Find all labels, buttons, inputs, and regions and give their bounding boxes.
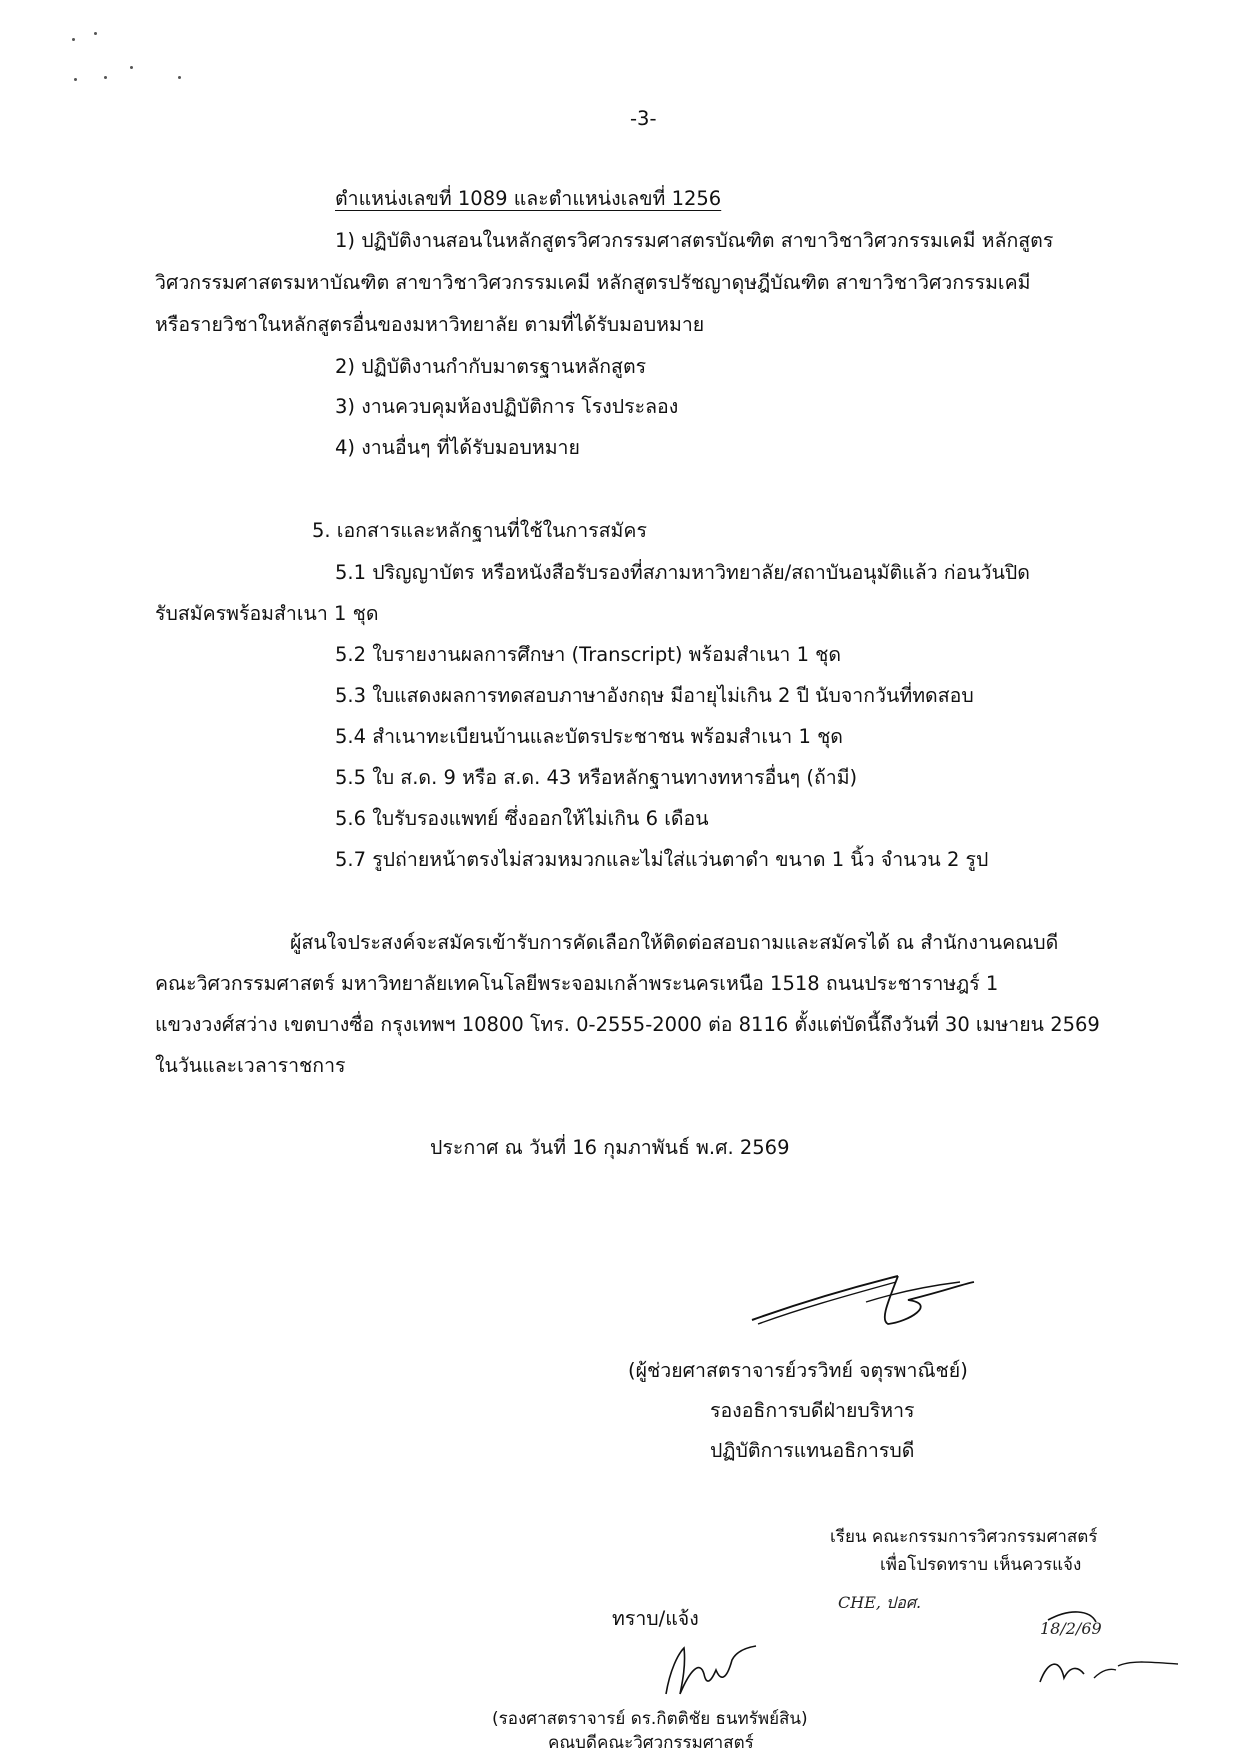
signatory-name: (ผู้ช่วยศาสตราจารย์วรวิทย์ จตุรพาณิชย์) [628, 1359, 968, 1382]
contact-line-2: คณะวิศวกรรมศาสตร์ มหาวิทยาลัยเทคโนโลยีพระจอมเกล้าพระนครเหนือ 1518 ถนนประชาราษฎร์ 1 [155, 972, 999, 995]
signatory-title: รองอธิการบดีฝ่ายบริหาร [710, 1399, 915, 1422]
scan-speck [74, 78, 77, 81]
contact-line-1: ผู้สนใจประสงค์จะสมัครเข้ารับการคัดเลือกให้ติดต่อสอบถามและสมัครได้ ณ สำนักงานคณบดี [290, 931, 1059, 954]
scan-speck [104, 76, 107, 79]
duty-item-1-line-3: หรือรายวิชาในหลักสูตรอื่นของมหาวิทยาลัย ตามที่ได้รับมอบหมาย [155, 313, 705, 336]
document-item-1-line-1: 5.1 ปริญญาบัตร หรือหนังสือรับรองที่สภามหาวิทยาลัย/สถาบันอนุมัติแล้ว ก่อนวันปิด [335, 561, 1030, 584]
scan-speck [94, 32, 97, 35]
contact-line-4: ในวันและเวลาราชการ [155, 1054, 346, 1077]
routing-note-line-1: เรียน คณะกรรมการวิศวกรรมศาสตร์ [830, 1527, 1098, 1547]
scan-speck [72, 38, 75, 41]
document-item-3: 5.3 ใบแสดงผลการทดสอบภาษาอังกฤษ มีอายุไม่เกิน 2 ปี นับจากวันที่ทดสอบ [335, 684, 974, 707]
duty-item-1-line-1: 1) ปฏิบัติงานสอนในหลักสูตรวิศวกรรมศาสตรบัณฑิต สาขาวิชาวิศวกรรมเคมี หลักสูตร [335, 229, 1054, 252]
routing-note-line-3: CHE, ปอศ. [838, 1593, 922, 1612]
acknowledgement-title: คณบดีคณะวิศวกรรมศาสตร์ [548, 1733, 754, 1753]
routing-note-line-2: เพื่อโปรดทราบ เห็นควรแจ้ง [880, 1555, 1082, 1575]
duty-item-1-line-2: วิศวกรรมศาสตรมหาบัณฑิต สาขาวิชาวิศวกรรมเคมี หลักสูตรปรัชญาดุษฎีบัณฑิต สาขาวิชาวิศวกรรมเคมี [155, 271, 1031, 294]
document-item-5: 5.5 ใบ ส.ด. 9 หรือ ส.ด. 43 หรือหลักฐานทางทหารอื่นๆ (ถ้ามี) [335, 766, 858, 789]
documents-heading: 5. เอกสารและหลักฐานที่ใช้ในการสมัคร [312, 519, 647, 542]
signature-dean [660, 1640, 760, 1700]
duty-item-3: 3) งานควบคุมห้องปฏิบัติการ โรงประลอง [335, 395, 679, 418]
acknowledgement-label: ทราบ/แจ้ง [612, 1607, 699, 1630]
signatory-acting: ปฏิบัติการแทนอธิการบดี [710, 1439, 915, 1462]
document-item-2: 5.2 ใบรายงานผลการศึกษา (Transcript) พร้อมสำเนา 1 ชุด [335, 643, 842, 666]
position-heading: ตำแหน่งเลขที่ 1089 และตำแหน่งเลขที่ 1256 [335, 187, 722, 210]
scan-speck [178, 76, 181, 79]
page-number: -3- [630, 107, 657, 130]
document-item-7: 5.7 รูปถ่ายหน้าตรงไม่สวมหมวกและไม่ใส่แว่นตาดำ ขนาด 1 นิ้ว จำนวน 2 รูป [335, 848, 989, 871]
document-item-4: 5.4 สำเนาทะเบียนบ้านและบัตรประชาชน พร้อมสำเนา 1 ชุด [335, 725, 843, 748]
signature-vice-president [748, 1262, 978, 1342]
document-item-6: 5.6 ใบรับรองแพทย์ ซึ่งออกให้ไม่เกิน 6 เดือน [335, 807, 709, 830]
duty-item-4: 4) งานอื่นๆ ที่ได้รับมอบหมาย [335, 436, 580, 459]
duty-item-2: 2) ปฏิบัติงานกำกับมาตรฐานหลักสูตร [335, 355, 647, 378]
scan-speck [130, 66, 133, 69]
contact-line-3: แขวงวงศ์สว่าง เขตบางซื่อ กรุงเทพฯ 10800 โทร. 0-2555-2000 ต่อ 8116 ตั้งแต่บัดนี้ถึงวันที่ 30 เมษายน 2569 [155, 1013, 1100, 1036]
routing-note-date: 18/2/69 [1040, 1619, 1102, 1638]
announcement-date: ประกาศ ณ วันที่ 16 กุมภาพันธ์ พ.ศ. 2569 [430, 1136, 790, 1159]
document-item-1-line-2: รับสมัครพร้อมสำเนา 1 ชุด [155, 602, 379, 625]
signature-routing-initials [1030, 1600, 1180, 1690]
acknowledgement-name: (รองศาสตราจารย์ ดร.กิตติชัย ธนทรัพย์สิน) [492, 1709, 808, 1729]
